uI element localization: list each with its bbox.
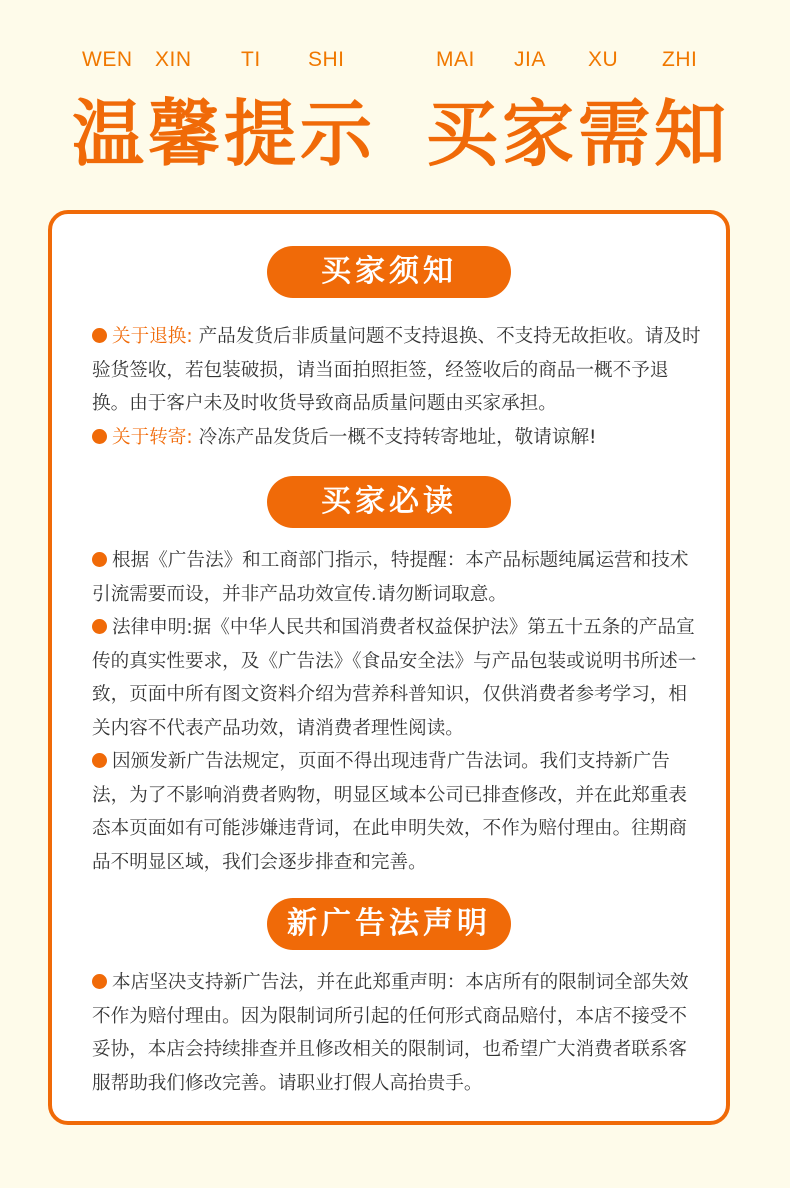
mustread-item-text: 法律申明:据《中华人民共和国消费者权益保护法》第五十五条的产品宣传的真实性要求，及《广告法》《食品安全法》与产品包装或说明书所述一致，页面中所有图文资料介绍为营养科普知识，仅供消费者参考学习，相关内容不代表产品功效，请消费者理性阅读。 — [92, 617, 697, 739]
section-notice — [92, 320, 702, 454]
pinyin-ti: TI — [241, 48, 261, 71]
bullet-dot-icon — [92, 974, 107, 989]
section-mustread — [92, 544, 702, 879]
bullet-dot-icon — [92, 619, 107, 634]
bullet-dot-icon — [92, 552, 107, 567]
pinyin-zhi: ZHI — [662, 48, 698, 71]
pinyin-jia: JIA — [514, 48, 546, 71]
mustread-item-text: 根据《广告法》和工商部门指示，特提醒：本产品标题纯属运营和技术引流需要而设，并非产品功效宣传.请勿断词取意。 — [92, 550, 689, 605]
pinyin-shi: SHI — [308, 48, 345, 71]
notice-card — [48, 210, 730, 1125]
mustread-item — [92, 745, 702, 879]
mustread-item — [92, 611, 702, 745]
pinyin-mai: MAI — [436, 48, 475, 71]
section-heading-mustread: 买家必读 — [267, 476, 511, 528]
pinyin-xu: XU — [588, 48, 619, 71]
bullet-dot-icon — [92, 328, 107, 343]
bullet-dot-icon — [92, 753, 107, 768]
title-buyer-notice: 买家需知 — [426, 91, 731, 176]
mustread-item-text: 因颁发新广告法规定，页面不得出现违背广告法词。我们支持新广告法，为了不影响消费者购物，明显区域本公司已排查修改，并在此郑重表态本页面如有可能涉嫌违背词，在此申明失效，不作为赔付理由。往期商品不明显区域，我们会逐步排查和完善。 — [92, 751, 688, 873]
adlaw-item-text: 本店坚决支持新广告法，并在此郑重声明：本店所有的限制词全部失效不作为赔付理由。因为限制词所引起的任何形式商品赔付，本店不接受不妥协，本店会持续排查并且修改相关的限制词，也希望广大消费者联系客服帮助我们修改完善。请职业打假人高抬贵手。 — [92, 972, 689, 1094]
mustread-item — [92, 544, 702, 611]
title-warm-tips: 温馨提示 — [72, 91, 377, 176]
notice-item-text: 产品发货后非质量问题不支持退换、不支持无故拒收。请及时验货签收，若包装破损，请当面拍照拒签，经签收后的商品一概不予退换。由于客户未及时收货导致商品质量问题由买家承担。 — [92, 326, 701, 414]
section-heading-adlaw: 新广告法声明 — [267, 898, 511, 950]
bullet-dot-icon — [92, 429, 107, 444]
adlaw-item — [92, 966, 702, 1100]
notice-item-label: 关于退换: — [112, 326, 193, 347]
notice-item-label: 关于转寄: — [112, 426, 193, 448]
pinyin-row — [0, 48, 790, 78]
page-title — [0, 86, 790, 181]
section-heading-notice: 买家须知 — [267, 246, 511, 298]
notice-item-return — [92, 320, 702, 421]
section-adlaw — [92, 966, 702, 1100]
notice-item-text: 冷冻产品发货后一概不支持转寄地址，敬请谅解! — [198, 426, 597, 448]
pinyin-xin: XIN — [155, 48, 192, 71]
pinyin-wen: WEN — [82, 48, 133, 71]
notice-item-forward — [92, 421, 702, 455]
